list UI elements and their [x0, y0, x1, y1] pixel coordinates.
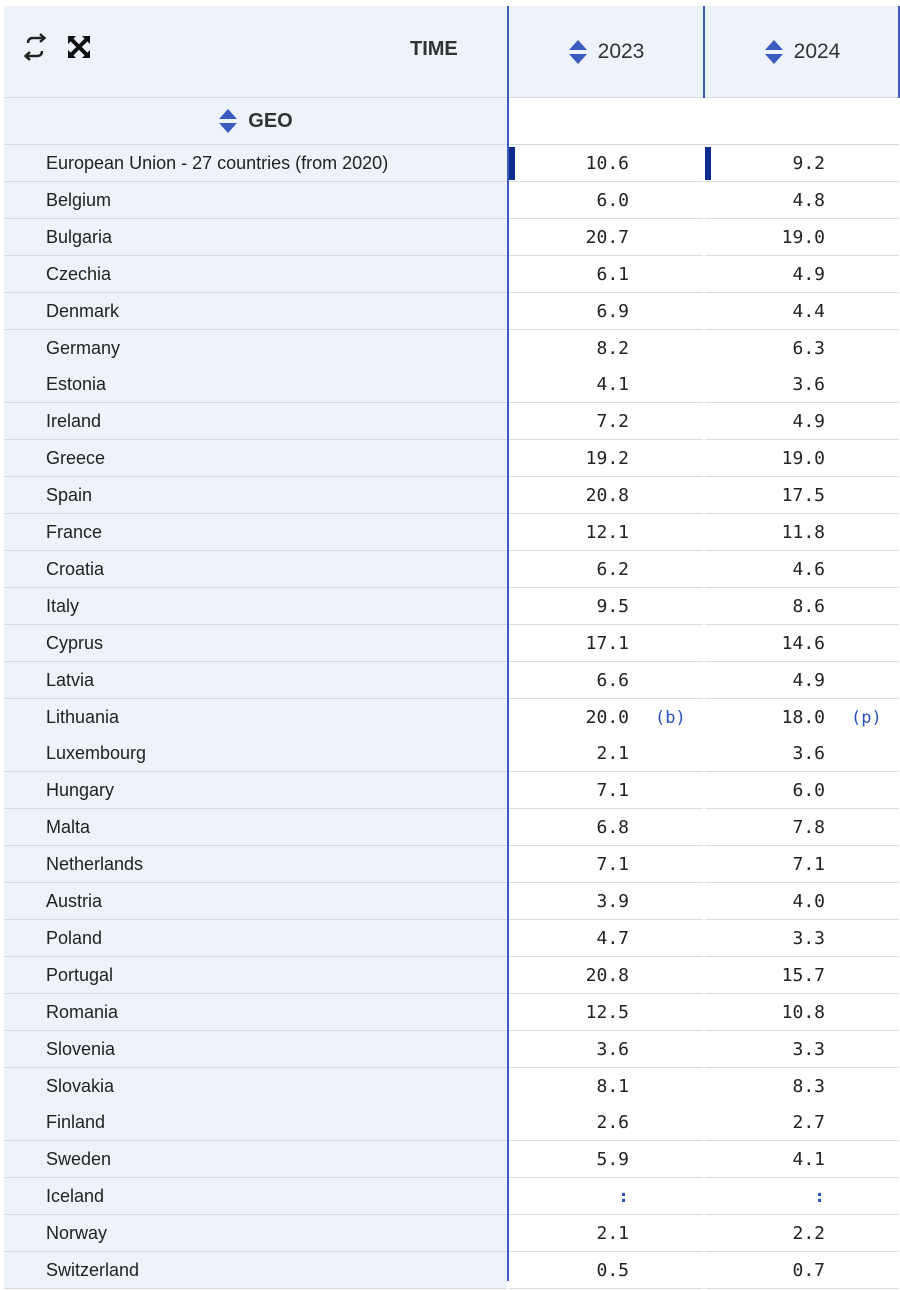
value-cell[interactable]	[509, 883, 703, 920]
header-spacer	[509, 98, 899, 145]
value-cell[interactable]	[705, 514, 899, 551]
cell-value: 20.7	[585, 226, 629, 248]
table-row	[0, 366, 900, 403]
value-cell[interactable]	[705, 145, 899, 182]
cell-value: 11.8	[781, 522, 825, 543]
cell-value: 4.4	[792, 300, 825, 322]
row-geo-label[interactable]: Austria	[4, 883, 507, 920]
row-geo-label[interactable]: Greece	[4, 440, 507, 477]
expand-fullscreen-icon[interactable]	[66, 32, 92, 62]
cell-value: 6.9	[596, 300, 629, 322]
row-geo-label[interactable]: Ireland	[4, 403, 507, 440]
table-row	[0, 1178, 900, 1215]
table-row	[0, 1215, 900, 1252]
column-header-label: 2024	[793, 39, 841, 63]
value-cell[interactable]	[705, 1141, 899, 1178]
cell-value: 6.3	[792, 337, 825, 359]
row-geo-label[interactable]: Lithuania	[4, 699, 507, 736]
geo-dimension-label: GEO	[248, 109, 293, 132]
table-row	[0, 219, 900, 256]
cell-value: 9.5	[596, 595, 629, 617]
column-header-2024[interactable]	[705, 6, 899, 98]
table-row	[0, 920, 900, 957]
column-header-2023[interactable]	[509, 6, 703, 98]
row-geo-label[interactable]: Romania	[4, 994, 507, 1031]
cell-flag[interactable]: (p)	[851, 707, 882, 728]
cell-value: 4.1	[596, 374, 629, 396]
value-cell[interactable]	[705, 846, 899, 883]
value-cell[interactable]	[705, 1252, 899, 1289]
table-row	[0, 772, 900, 809]
time-dimension-label: TIME	[410, 38, 458, 60]
table-row	[0, 1031, 900, 1068]
cell-value: 19.2	[585, 448, 629, 470]
table-header	[0, 0, 900, 98]
cell-value: 0.7	[792, 1260, 825, 1281]
table-row	[0, 625, 900, 662]
value-cell[interactable]	[509, 1031, 703, 1068]
value-cell[interactable]	[509, 293, 703, 330]
row-geo-label[interactable]: Sweden	[4, 1141, 507, 1178]
cell-value: 8.2	[596, 337, 629, 359]
cell-value: 2.7	[792, 1112, 825, 1134]
table-row	[0, 182, 900, 219]
value-cell[interactable]	[705, 293, 899, 330]
cell-value: 20.8	[585, 964, 629, 986]
value-cell[interactable]	[509, 182, 703, 219]
table-row	[0, 477, 900, 514]
table-row	[0, 1104, 900, 1141]
value-cell[interactable]	[705, 883, 899, 920]
sort-icon[interactable]	[218, 107, 238, 135]
cell-value: 0.5	[596, 1260, 629, 1281]
table-row	[0, 846, 900, 883]
row-geo-label[interactable]: Bulgaria	[4, 219, 507, 256]
cell-value: 3.6	[596, 1038, 629, 1060]
value-cell[interactable]	[705, 625, 899, 662]
table-row	[0, 403, 900, 440]
table-row	[0, 883, 900, 920]
cell-value: 7.2	[596, 411, 629, 433]
cell-value: 3.3	[792, 1038, 825, 1060]
sort-icon[interactable]	[568, 38, 588, 66]
cell-value: 2.1	[596, 743, 629, 765]
value-cell[interactable]	[509, 1178, 703, 1215]
cell-value: :	[618, 1186, 629, 1208]
value-cell[interactable]	[705, 920, 899, 957]
cell-value: 2.1	[596, 1223, 629, 1245]
table-row	[0, 293, 900, 330]
cell-value: 3.6	[792, 374, 825, 396]
value-cell[interactable]	[509, 551, 703, 588]
table-row	[0, 514, 900, 551]
value-cell[interactable]	[705, 662, 899, 699]
value-cell[interactable]	[705, 366, 899, 403]
cell-value: 8.1	[596, 1075, 629, 1097]
value-cell[interactable]	[705, 772, 899, 809]
value-cell[interactable]	[509, 330, 703, 367]
row-geo-label[interactable]: Malta	[4, 809, 507, 846]
value-cell[interactable]	[509, 588, 703, 625]
value-cell[interactable]	[705, 1215, 899, 1252]
table-row	[0, 551, 900, 588]
cell-value: 20.0	[585, 706, 629, 728]
row-geo-label[interactable]: Portugal	[4, 957, 507, 994]
cell-value: 6.8	[596, 817, 629, 839]
cell-value: 6.0	[596, 189, 629, 211]
row-geo-label[interactable]: Latvia	[4, 662, 507, 699]
row-geo-label[interactable]: France	[4, 514, 507, 551]
row-geo-label[interactable]: Estonia	[4, 366, 507, 403]
value-cell[interactable]	[509, 1252, 703, 1289]
value-cell[interactable]	[705, 588, 899, 625]
table-row	[0, 256, 900, 293]
cell-value: 12.5	[585, 1001, 629, 1023]
cell-value: 2.2	[792, 1223, 825, 1245]
table-row	[0, 994, 900, 1031]
cell-value: 4.1	[792, 1149, 825, 1171]
row-geo-label[interactable]: Slovakia	[4, 1068, 507, 1105]
value-cell[interactable]	[705, 809, 899, 846]
cell-value: 10.6	[585, 153, 629, 174]
row-geo-label[interactable]: Italy	[4, 588, 507, 625]
table-row	[0, 699, 900, 736]
cell-value: 3.9	[596, 891, 629, 912]
value-cell[interactable]	[705, 1068, 899, 1105]
column-header-label: 2023	[597, 39, 645, 63]
cell-flag[interactable]: (b)	[655, 707, 686, 728]
row-geo-label[interactable]: Luxembourg	[4, 735, 507, 772]
swap-axes-icon[interactable]	[22, 32, 48, 62]
cell-value: 7.8	[792, 817, 825, 839]
row-geo-label[interactable]: Poland	[4, 920, 507, 957]
table-row	[0, 735, 900, 772]
value-cell[interactable]	[509, 219, 703, 256]
value-cell[interactable]	[705, 1178, 899, 1215]
value-cell[interactable]	[705, 477, 899, 514]
value-cell[interactable]	[509, 514, 703, 551]
value-cell[interactable]	[705, 403, 899, 440]
table-row	[0, 1252, 900, 1289]
row-geo-label[interactable]: Croatia	[4, 551, 507, 588]
value-cell[interactable]	[509, 477, 703, 514]
value-cell[interactable]	[705, 551, 899, 588]
value-cell[interactable]	[509, 1215, 703, 1252]
row-geo-label[interactable]: Slovenia	[4, 1031, 507, 1068]
row-highlight-marker	[705, 147, 711, 180]
cell-value: 9.2	[792, 153, 825, 174]
value-cell[interactable]	[705, 957, 899, 994]
cell-value: 19.0	[781, 226, 825, 248]
geo-dimension-header[interactable]	[4, 98, 507, 145]
cell-value: 7.1	[596, 854, 629, 876]
cell-value: 4.9	[792, 411, 825, 433]
cell-value: 19.0	[781, 448, 825, 470]
value-cell[interactable]	[705, 440, 899, 477]
table-row	[0, 330, 900, 367]
row-geo-label[interactable]: Netherlands	[4, 846, 507, 883]
cell-value: 3.6	[792, 743, 825, 765]
cell-value: 6.6	[596, 669, 629, 691]
table-row	[0, 588, 900, 625]
column-divider	[703, 6, 705, 98]
value-cell[interactable]	[509, 625, 703, 662]
row-geo-label[interactable]: Czechia	[4, 256, 507, 293]
table-row	[0, 440, 900, 477]
value-cell[interactable]	[509, 846, 703, 883]
value-cell[interactable]	[509, 1141, 703, 1178]
cell-value: 3.3	[792, 927, 825, 949]
value-cell[interactable]	[705, 699, 899, 736]
cell-value: 6.2	[596, 558, 629, 580]
cell-value: 2.6	[596, 1112, 629, 1134]
value-cell[interactable]	[705, 1104, 899, 1141]
cell-value: :	[814, 1186, 825, 1208]
cell-value: 8.6	[792, 595, 825, 617]
sort-icon[interactable]	[764, 38, 784, 66]
value-cell[interactable]	[509, 994, 703, 1031]
table-row	[0, 957, 900, 994]
value-cell[interactable]	[509, 1068, 703, 1105]
table-row	[0, 1068, 900, 1105]
cell-value: 17.1	[585, 632, 629, 654]
row-geo-label[interactable]: European Union - 27 countries (from 2020)	[4, 145, 507, 182]
value-cell[interactable]	[705, 1031, 899, 1068]
value-cell[interactable]	[509, 735, 703, 772]
row-geo-label[interactable]: Belgium	[4, 182, 507, 219]
value-cell[interactable]	[509, 957, 703, 994]
row-geo-label[interactable]: Denmark	[4, 293, 507, 330]
value-cell[interactable]	[509, 256, 703, 293]
value-cell[interactable]	[509, 366, 703, 403]
value-cell[interactable]	[509, 662, 703, 699]
row-geo-label[interactable]: Switzerland	[4, 1252, 507, 1289]
table-row	[0, 1141, 900, 1178]
cell-value: 4.9	[792, 263, 825, 285]
row-geo-label[interactable]: Iceland	[4, 1178, 507, 1215]
value-cell[interactable]	[509, 145, 703, 182]
value-cell[interactable]	[705, 182, 899, 219]
cell-value: 12.1	[585, 522, 629, 543]
cell-value: 15.7	[781, 964, 825, 986]
cell-value: 4.0	[792, 891, 825, 912]
table-row	[0, 145, 900, 182]
cell-value: 5.9	[596, 1149, 629, 1171]
value-cell[interactable]	[705, 735, 899, 772]
row-highlight-marker	[509, 147, 515, 180]
cell-value: 8.3	[792, 1075, 825, 1097]
value-cell[interactable]	[705, 256, 899, 293]
cell-value: 6.1	[596, 263, 629, 285]
row-geo-label[interactable]: Germany	[4, 330, 507, 367]
value-cell[interactable]	[509, 440, 703, 477]
cell-value: 4.6	[792, 558, 825, 580]
row-geo-label[interactable]: Norway	[4, 1215, 507, 1252]
row-geo-label[interactable]: Spain	[4, 477, 507, 514]
table-row	[0, 809, 900, 846]
value-cell[interactable]	[705, 330, 899, 367]
cell-value: 4.8	[792, 189, 825, 211]
cell-value: 17.5	[781, 485, 825, 507]
value-cell[interactable]	[509, 403, 703, 440]
row-geo-label[interactable]: Cyprus	[4, 625, 507, 662]
column-divider	[507, 6, 509, 1281]
cell-value: 18.0	[781, 706, 825, 728]
value-cell[interactable]	[509, 699, 703, 736]
cell-value: 4.9	[792, 669, 825, 691]
row-geo-label[interactable]: Hungary	[4, 772, 507, 809]
table-row	[0, 662, 900, 699]
value-cell[interactable]	[509, 809, 703, 846]
cell-value: 20.8	[585, 485, 629, 507]
cell-value: 14.6	[781, 632, 825, 654]
value-cell[interactable]	[705, 994, 899, 1031]
cell-value: 7.1	[792, 854, 825, 876]
value-cell[interactable]	[705, 219, 899, 256]
row-geo-label[interactable]: Finland	[4, 1104, 507, 1141]
value-cell[interactable]	[509, 772, 703, 809]
cell-value: 10.8	[781, 1001, 825, 1023]
cell-value: 6.0	[792, 780, 825, 802]
value-cell[interactable]	[509, 920, 703, 957]
cell-value: 4.7	[596, 927, 629, 949]
cell-value: 7.1	[596, 780, 629, 802]
value-cell[interactable]	[509, 1104, 703, 1141]
